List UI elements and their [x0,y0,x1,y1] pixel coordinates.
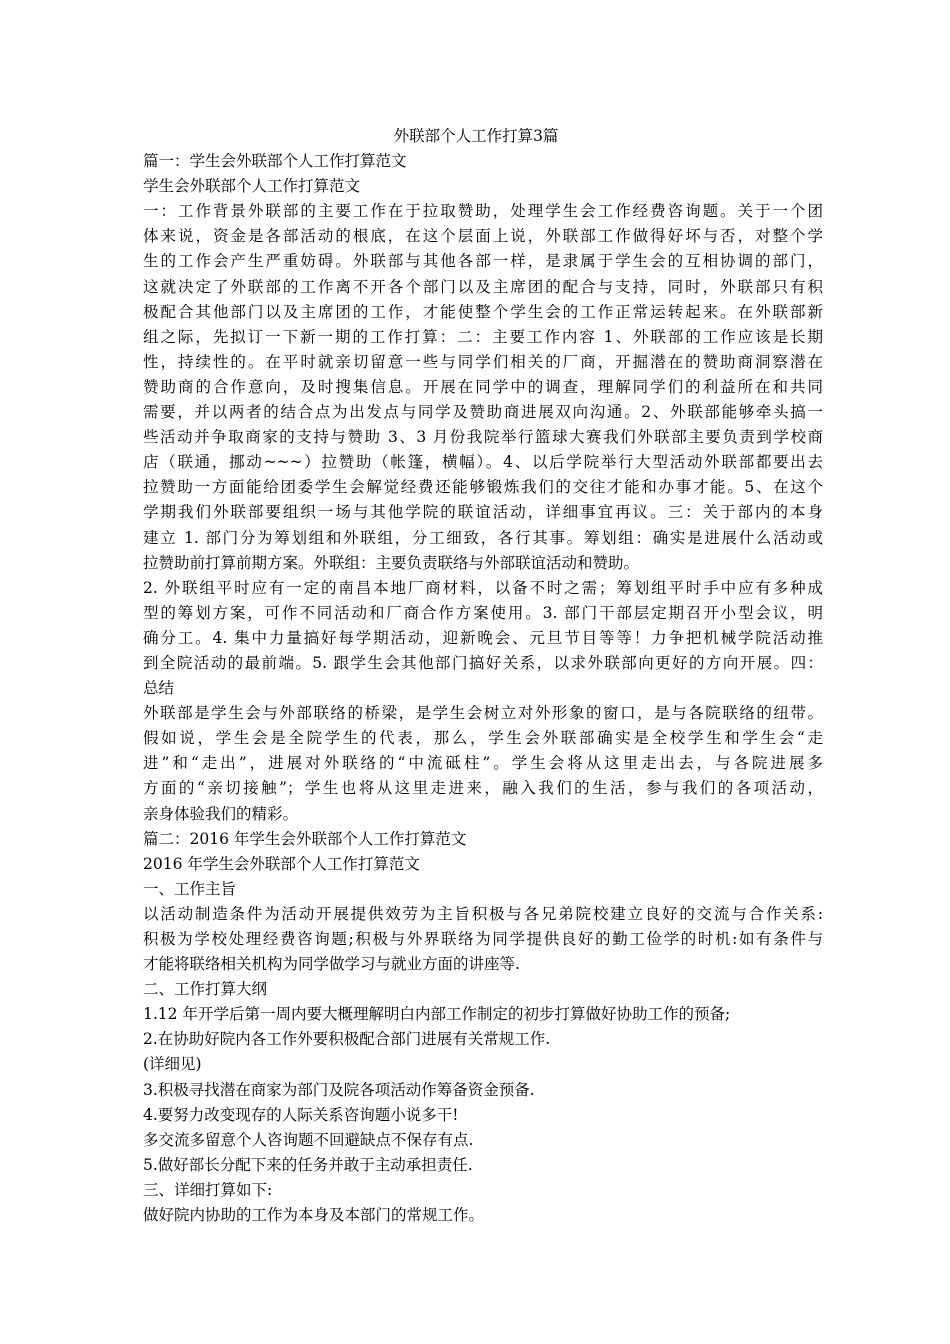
text-line: 2016 年学生会外联部个人工作打算范文 [143,854,420,873]
text-line: 3.积极寻找潜在商家为部门及院各项活动作筹备资金预备. [143,1080,535,1099]
text-line: 2. 外联组平时应有一定的南昌本地厂商材料，以备不时之需；筹划组平时手中应有多种成 [143,578,823,597]
text-line: 三、详细打算如下: [143,1180,273,1199]
text-line: 积极为学校处理经费咨询题;积极与外界联络为同学提供良好的勤工俭学的时机:如有条件与 [143,930,823,948]
text-line: 篇一：学生会外联部个人工作打算范文 [143,152,407,171]
document-page [143,124,823,1228]
text-line: 以活动制造条件为活动开展提供效劳为主旨积极与各兄弟院校建立良好的交流与合作关系: [143,904,823,923]
text-line: 做好院内协助的工作为本身及本部门的常规工作。 [143,1206,485,1225]
text-line: 5.做好部长分配下来的任务并敢于主动承担责任. [143,1155,473,1174]
text-line: 拉赞助前打算前期方案。外联组：主要负责联络与外部联谊活动和赞助。 [143,553,640,572]
text-line: 组之际，先拟订一下新一期的工作打算：二：主要工作内容 1、外联部的工作应该是长期 [143,327,823,346]
text-line: 亲身体验我们的精彩。 [143,804,299,823]
text-line: 性，持续性的。在平时就亲切留意一些与同学们相关的厂商，开掘潜在的赞助商洞察潜在 [143,352,823,371]
text-line: 这就决定了外联部的工作离不开各个部门以及主席团的配合与支持，同时，外联部只有积 [143,277,823,296]
text-line: 才能将联络相关机构为同学做学习与就业方面的讲座等. [143,955,520,974]
text-line: 二、工作打算大纲 [143,980,268,999]
text-line: 确分工。4. 集中力量搞好每学期活动，迎新晚会、元旦节目等等！力争把机械学院活动推 [143,628,823,647]
text-line: 4.要努力改变现存的人际关系咨询题小说多干! [143,1105,459,1124]
text-line: 进”和“走出”，进展对外联络的“中流砥柱”。学生会将从这里走出去，与各院进展多 [143,754,823,773]
text-line: 体来说，资金是各部活动的根底，在这个层面上说，外联部工作做得好坏与否，对整个学 [143,227,823,246]
text-line: 多交流多留意个人咨询题不回避缺点不保存有点. [143,1130,474,1149]
text-line: 建立 1. 部门分为筹划组和外联组，分工细致，各行其事。筹划组：确实是进展什么活动或 [143,528,823,547]
text-line: 赞助商的合作意向，及时搜集信息。开展在同学中的调查，理解同学们的利益所在和共同 [143,377,823,396]
document-title: 外联部个人工作打算3篇 [393,127,559,145]
text-line: 2.在协助好院内各工作外要积极配合部门进展有关常规工作. [143,1030,551,1049]
text-line: 假如说，学生会是全院学生的代表，那么，学生会外联部确实是全校学生和学生会“走 [143,729,823,748]
text-line: 总结 [143,679,175,698]
text-line: 学期我们外联部要组织一场与其他学院的联谊活动，详细事宜再议。三：关于部内的本身 [143,503,823,522]
text-line: 到全院活动的最前端。5. 跟学生会其他部门搞好关系，以求外联部向更好的方向开展。四： [143,653,823,672]
text-line: 极配合其他部门以及主席团的工作，才能使整个学生会的工作正常运转起来。在外联部新 [143,302,823,321]
text-line: 些活动并争取商家的支持与赞助 3、3 月份我院举行篮球大赛我们外联部主要负责到学校商 [143,428,823,447]
text-line: 一：工作背景外联部的主要工作在于拉取赞助，处理学生会工作经费咨询题。关于一个团 [143,202,823,221]
text-line: 1.12 年开学后第一周内要大概理解明白内部工作制定的初步打算做好协助工作的预备; [143,1005,731,1024]
text-line: 一、工作主旨 [143,879,237,898]
section-heading: 篇二：2016 年学生会外联部个人工作打算范文 [143,829,467,848]
text-line: 需要，并以两者的结合点为出发点与同学及赞助商进展双向沟通。2、外联部能够牵头搞一 [143,403,823,422]
text-line: 店（联通，挪动~~~）拉赞助（帐篷，横幅）。4、以后学院举行大型活动外联部都要出去 [143,453,823,472]
text-line: 生的工作会产生严重妨碍。外联部与其他各部一样，是隶属于学生会的互相协调的部门， [143,252,823,271]
text-line: 拉赞助一方面能给团委学生会解觉经费还能够锻炼我们的交往才能和办事才能。5、在这个 [143,478,823,497]
text-line: 方面的“亲切接触”；学生也将从这里走进来，融入我们的生活，参与我们的各项活动， [143,779,823,798]
text-line: 外联部是学生会与外部联络的桥梁，是学生会树立对外形象的窗口，是与各院联络的纽带。 [143,704,823,723]
text-line: 型的筹划方案，可作不同活动和厂商合作方案使用。3. 部门干部层定期召开小型会议，明 [143,603,823,622]
text-line: (详细见) [143,1055,202,1074]
text-line: 学生会外联部个人工作打算范文 [143,177,361,196]
